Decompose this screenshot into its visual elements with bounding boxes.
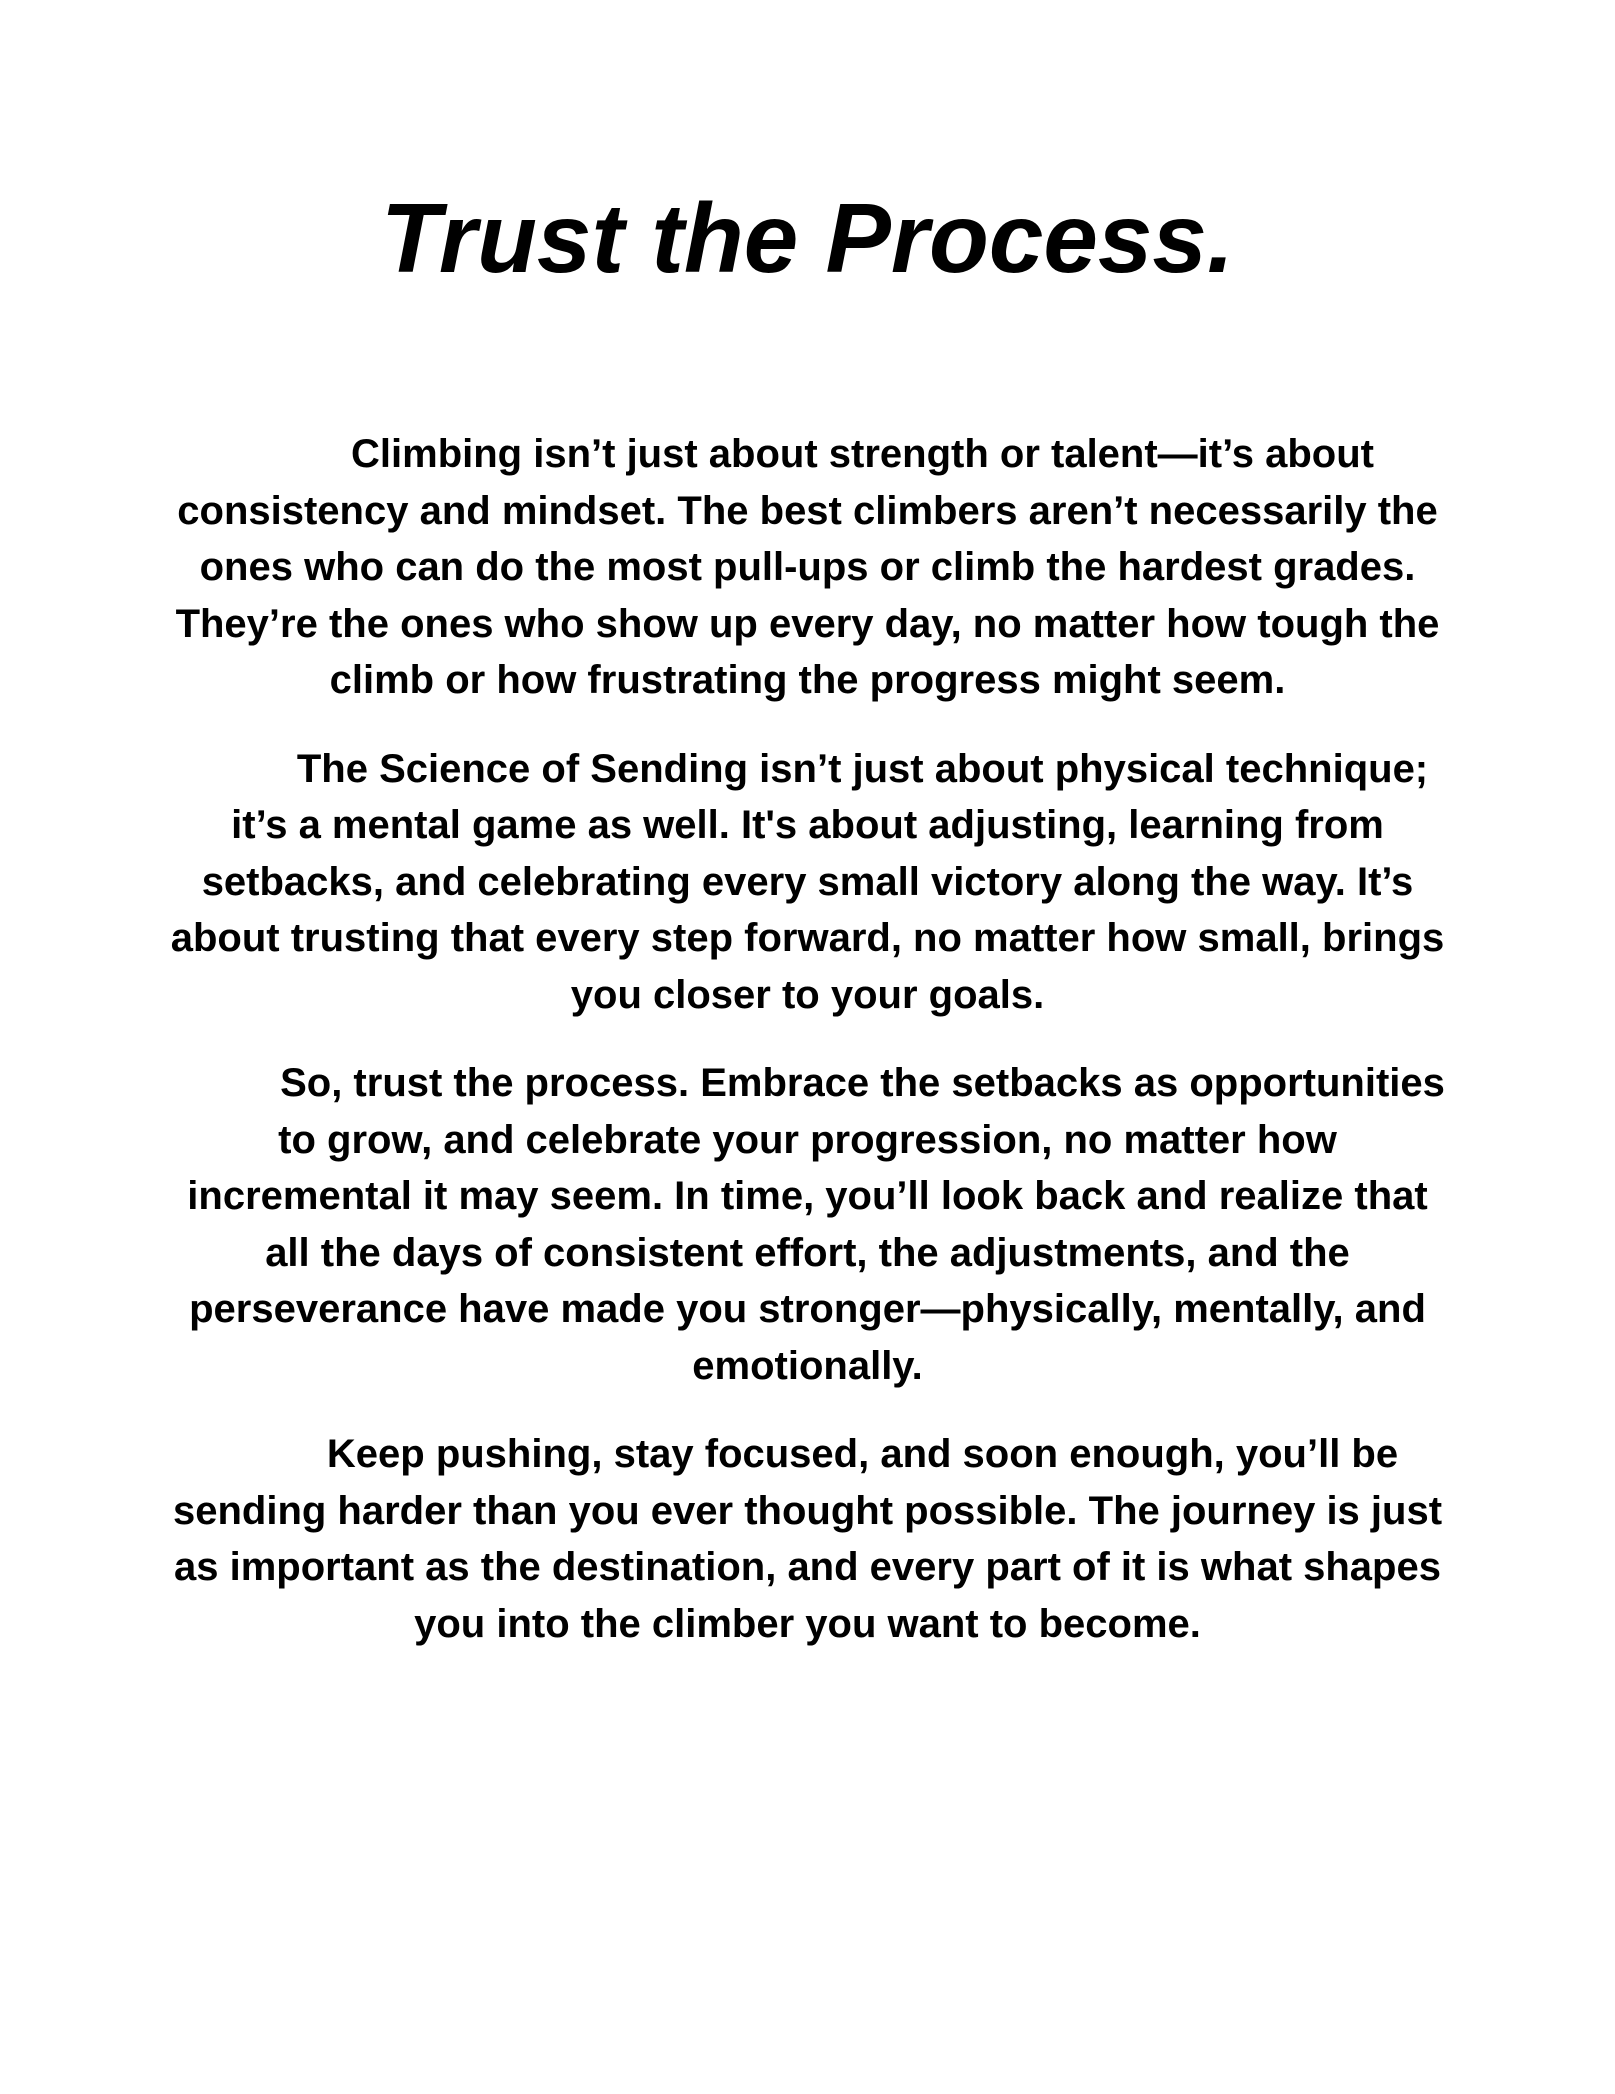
paragraph-4: Keep pushing, stay focused, and soon enough, you’ll be sending harder than you ever thought possible. The journey is just as important as the destination, and every part of it is what shapes you into the climber you want to become. [172,1432,1443,1646]
paragraph-1: Climbing isn’t just about strength or talent—it’s about consistency and mindset. The best climbers aren’t necessarily the ones who can do the most pull-ups or climb the hardest grades. They’re the ones who show up every day, no matter how tough the climb or how frustrating the progress might seem. [175,432,1440,702]
paragraph-2: The Science of Sending isn’t just about physical technique; it’s a mental game as well. It's about adjusting, learning from setbacks, and celebrating every small victory along the way. It’s about trusting that every step forward, no matter how small, brings you closer to your goals. [170,746,1445,1017]
page-title: Trust the Process. [380,183,1235,293]
body-text [170,426,1445,1684]
paragraph-3: So, trust the process. Embrace the setbacks as opportunities to grow, and celebrate your progression, no matter how incremental it may seem. In time, you’ll look back and realize that all the days of consistent effort, the adjustments, and the perseverance have made you stronger—physically, mentally, and emotionally. [187,1061,1445,1388]
